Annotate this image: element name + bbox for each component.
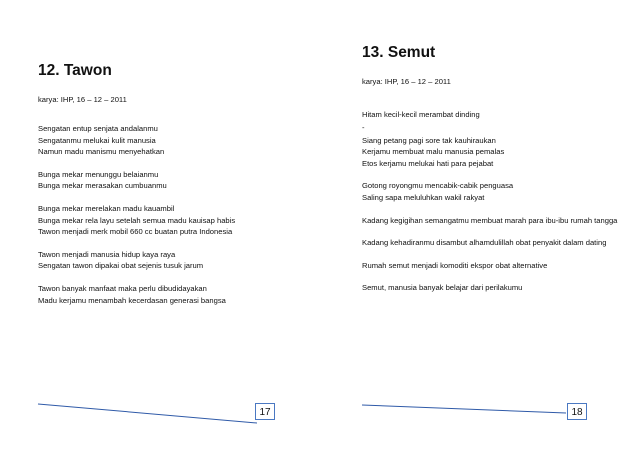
poem-line: Madu kerjamu menambah kecerdasan generasi bangsa [38, 295, 226, 305]
poem-line: Tawon banyak manfaat maka perlu dibudidayakan [38, 283, 207, 293]
poem-line: Kadang kegigihan semangatmu membuat marah para ibu-ibu rumah tangga [362, 215, 618, 225]
poem-line: Sengatan entup senjata andalanmu [38, 124, 158, 133]
poem-line: Namun madu manismu menyehatkan [38, 147, 165, 157]
poem-line: Rumah semut menjadi komoditi ekspor obat alternative [362, 260, 548, 270]
poem-line: Sengatan tawon dipakai obat sejenis tusuk jarum [38, 261, 204, 271]
poem-line: Hitam kecil-kecil merambat dinding [362, 110, 480, 119]
poem-line: Gotong royongmu mencabik-cabik penguasa [362, 181, 514, 191]
poem-line: Siang petang pagi sore tak kauhiraukan [362, 135, 496, 145]
right-page [319, 0, 638, 451]
poem-author: karya: IHP, 16 – 12 – 2011 [362, 77, 451, 86]
poem-line: Etos kerjamu melukai hati para pejabat [362, 158, 494, 168]
poem-line: Kadang kehadiranmu disambut alhamdulillah obat penyakit dalam dating [362, 238, 607, 248]
poem-line: Sengatanmu melukai kulit manusia [38, 135, 156, 145]
poem-line: Bunga mekar merasakan cumbuanmu [38, 181, 167, 191]
poem-line: Bunga mekar rela layu setelah semua madu kauisap habis [38, 215, 236, 225]
poem-author: karya: IHP, 16 – 12 – 2011 [38, 95, 127, 104]
page-number: 18 [567, 403, 587, 420]
poem-line: Bunga mekar merelakan madu kauambil [38, 203, 175, 213]
poem-line: Tawon menjadi merk mobil 660 cc buatan putra Indonesia [38, 227, 233, 237]
poem-line: Bunga mekar menunggu belaianmu [38, 169, 159, 179]
poem-line: Saling sapa meluluhkan wakil rakyat [362, 192, 485, 202]
page-number: 17 [255, 403, 275, 420]
poem-title: 12. Tawon [38, 62, 112, 79]
stanza-separator: - [362, 122, 365, 132]
poem-title: 13. Semut [362, 44, 436, 61]
footer-divider-line [319, 0, 638, 451]
poem-line: Tawon menjadi manusia hidup kaya raya [38, 249, 176, 259]
poem-line: Kerjamu membuat malu manusia pemalas [362, 147, 505, 157]
poem-line: Semut, manusia banyak belajar dari perilakumu [362, 283, 523, 293]
